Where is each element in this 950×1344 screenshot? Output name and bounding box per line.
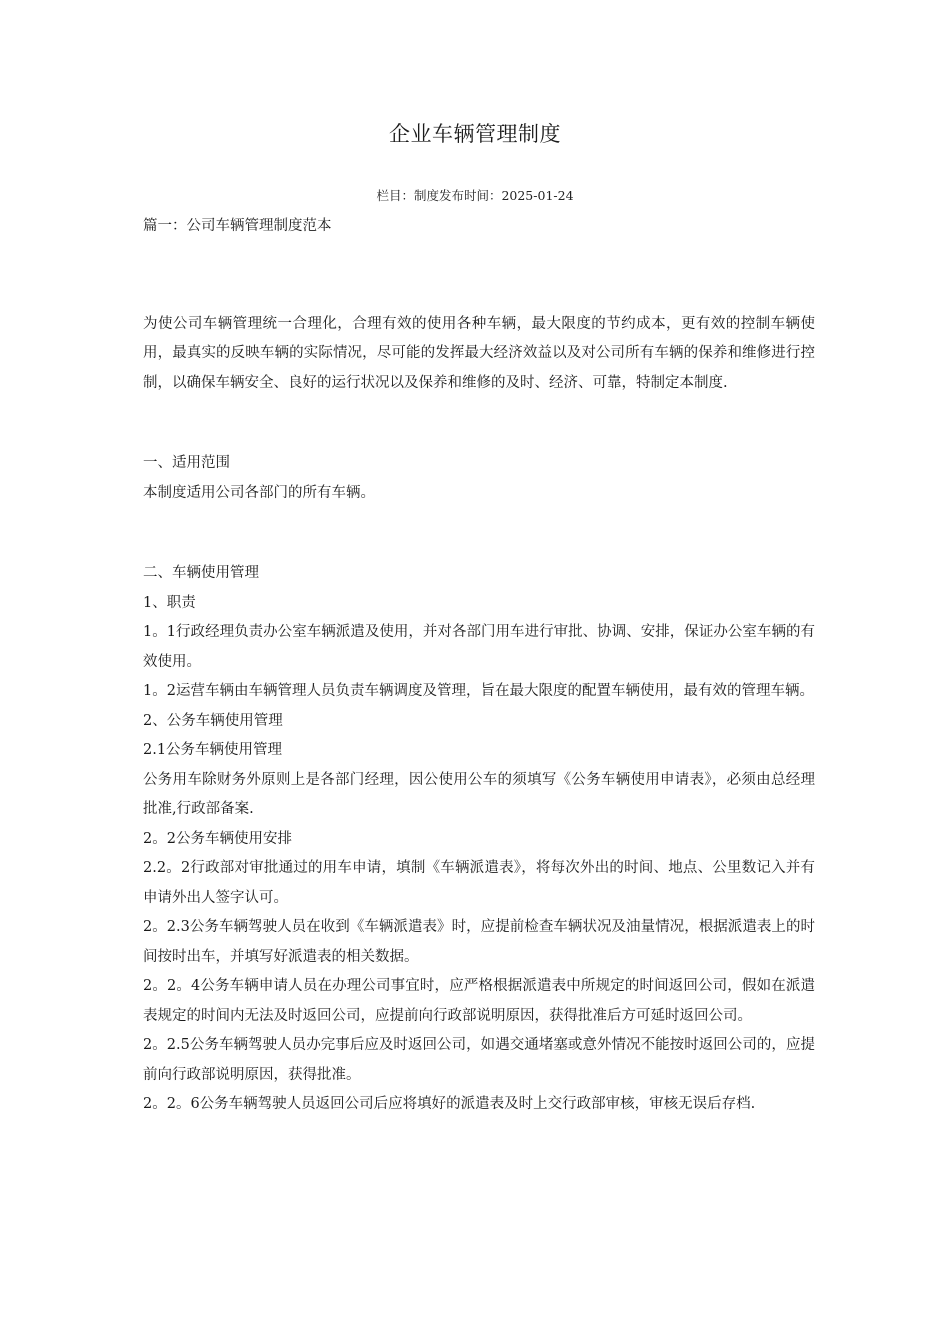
paragraph: 2。2。4公务车辆申请人员在办理公司事宜时，应严格根据派遣表中所规定的时间返回公司，假如在派遣表规定的时间内无法及时返回公司，应提前向行政部说明原因，获得批准后方可延时返回公司。 <box>143 978 815 1024</box>
intro-paragraph: 为使公司车辆管理统一合理化，合理有效的使用各种车辆，最大限度的节约成本，更有效的控制车辆使用，最真实的反映车辆的实际情况，尽可能的发挥最大经济效益以及对公司所有车辆的保养和维修进行控制，以确保车辆安全、良好的运行状况以及保养和维修的及时、经济、可靠，特制定本制度. <box>143 315 815 391</box>
paragraph: 本制度适用公司各部门的所有车辆。 <box>143 484 375 501</box>
paragraph: 2。2公务车辆使用安排 <box>143 830 292 847</box>
paragraph: 2。2.5公务车辆驾驶人员办完事后应及时返回公司，如遇交通堵塞或意外情况不能按时返回公司的，应提前向行政部说明原因，获得批准。 <box>143 1037 815 1083</box>
paragraph: 2、公务车辆使用管理 <box>143 712 283 729</box>
subtitle: 篇一：公司车辆管理制度范本 <box>143 218 332 234</box>
paragraph: 2。2.3公务车辆驾驶人员在收到《车辆派遣表》时，应提前检查车辆状况及油量情况，根据派遣表上的时间按时出车，并填写好派遣表的相关数据。 <box>143 919 815 965</box>
paragraph: 2.1公务车辆使用管理 <box>143 742 283 758</box>
publish-meta: 栏目：制度发布时间：2025-01-24 <box>376 188 574 203</box>
section-heading-vehicle-use: 二、车辆使用管理 <box>143 565 259 581</box>
paragraph: 2.2。2行政部对审批通过的用车申请，填制《车辆派遣表》，将每次外出的时间、地点、公里数记入并有申请外出人签字认可。 <box>143 860 815 906</box>
paragraph: 1、职责 <box>143 594 196 611</box>
document-title: 企业车辆管理制度 <box>389 122 561 146</box>
paragraph: 1。1行政经理负责办公室车辆派遣及使用，并对各部门用车进行审批、协调、安排，保证办公室车辆的有效使用。 <box>143 624 815 670</box>
section-heading-scope: 一、适用范围 <box>143 455 230 471</box>
paragraph: 2。2。6公务车辆驾驶人员返回公司后应将填好的派遣表及时上交行政部审核，审核无误后存档. <box>143 1096 756 1112</box>
paragraph: 公务用车除财务外原则上是各部门经理，因公使用公车的须填写《公务车辆使用申请表》，必须由总经理批准,行政部备案. <box>143 771 815 817</box>
paragraph: 1。2运营车辆由车辆管理人员负责车辆调度及管理，旨在最大限度的配置车辆使用，最有效的管理车辆。 <box>143 683 814 699</box>
document-body <box>143 212 815 1120</box>
